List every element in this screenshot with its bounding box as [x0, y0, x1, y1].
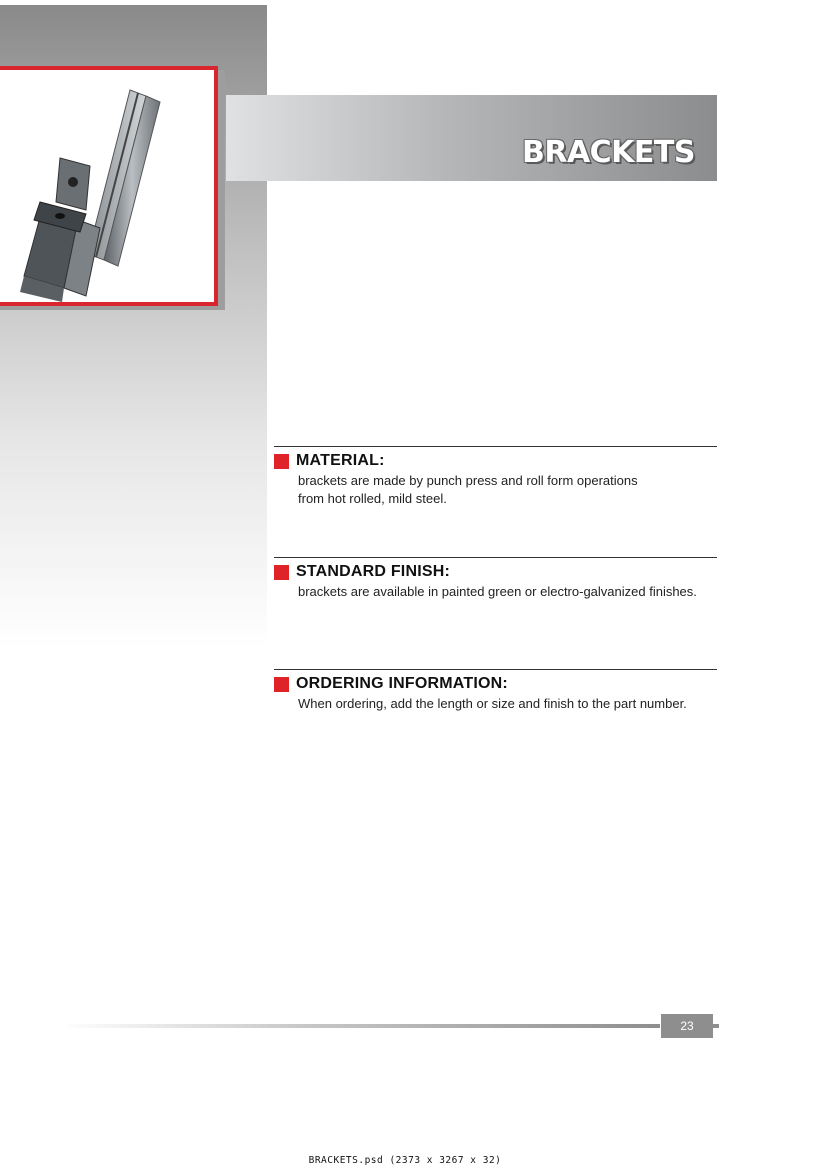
- section-header: [274, 563, 717, 581]
- section-material: [274, 446, 717, 508]
- file-caption: BRACKETS.psd (2373 x 3267 x 32): [308, 1155, 502, 1166]
- section-title: STANDARD FINISH:: [296, 563, 451, 580]
- title-band: [226, 95, 717, 181]
- bracket-channel-icon: [0, 70, 214, 302]
- body-line: When ordering, add the length or size and finish to the part number.: [298, 696, 687, 711]
- section-standard-finish: [274, 557, 717, 601]
- body-line: brackets are made by punch press and roll form operations: [298, 473, 638, 488]
- page-number: 23: [661, 1014, 713, 1038]
- footer-rule-end: [713, 1024, 719, 1028]
- product-photo-frame: [0, 66, 218, 306]
- section-body: [298, 472, 717, 508]
- red-square-bullet-icon: [274, 677, 289, 692]
- body-line: brackets are available in painted green or electro-galvanized finishes.: [298, 584, 697, 599]
- section-header: [274, 452, 717, 470]
- section-body: [298, 695, 717, 713]
- section-header: [274, 675, 717, 693]
- page-title: BRACKETS: [521, 135, 695, 170]
- body-line: from hot rolled, mild steel.: [298, 491, 447, 506]
- red-square-bullet-icon: [274, 565, 289, 580]
- section-ordering-information: [274, 669, 717, 713]
- section-title: ORDERING INFORMATION:: [296, 675, 508, 692]
- section-title: MATERIAL:: [296, 452, 385, 469]
- section-body: [298, 583, 717, 601]
- footer-rule: [60, 1024, 660, 1028]
- red-square-bullet-icon: [274, 454, 289, 469]
